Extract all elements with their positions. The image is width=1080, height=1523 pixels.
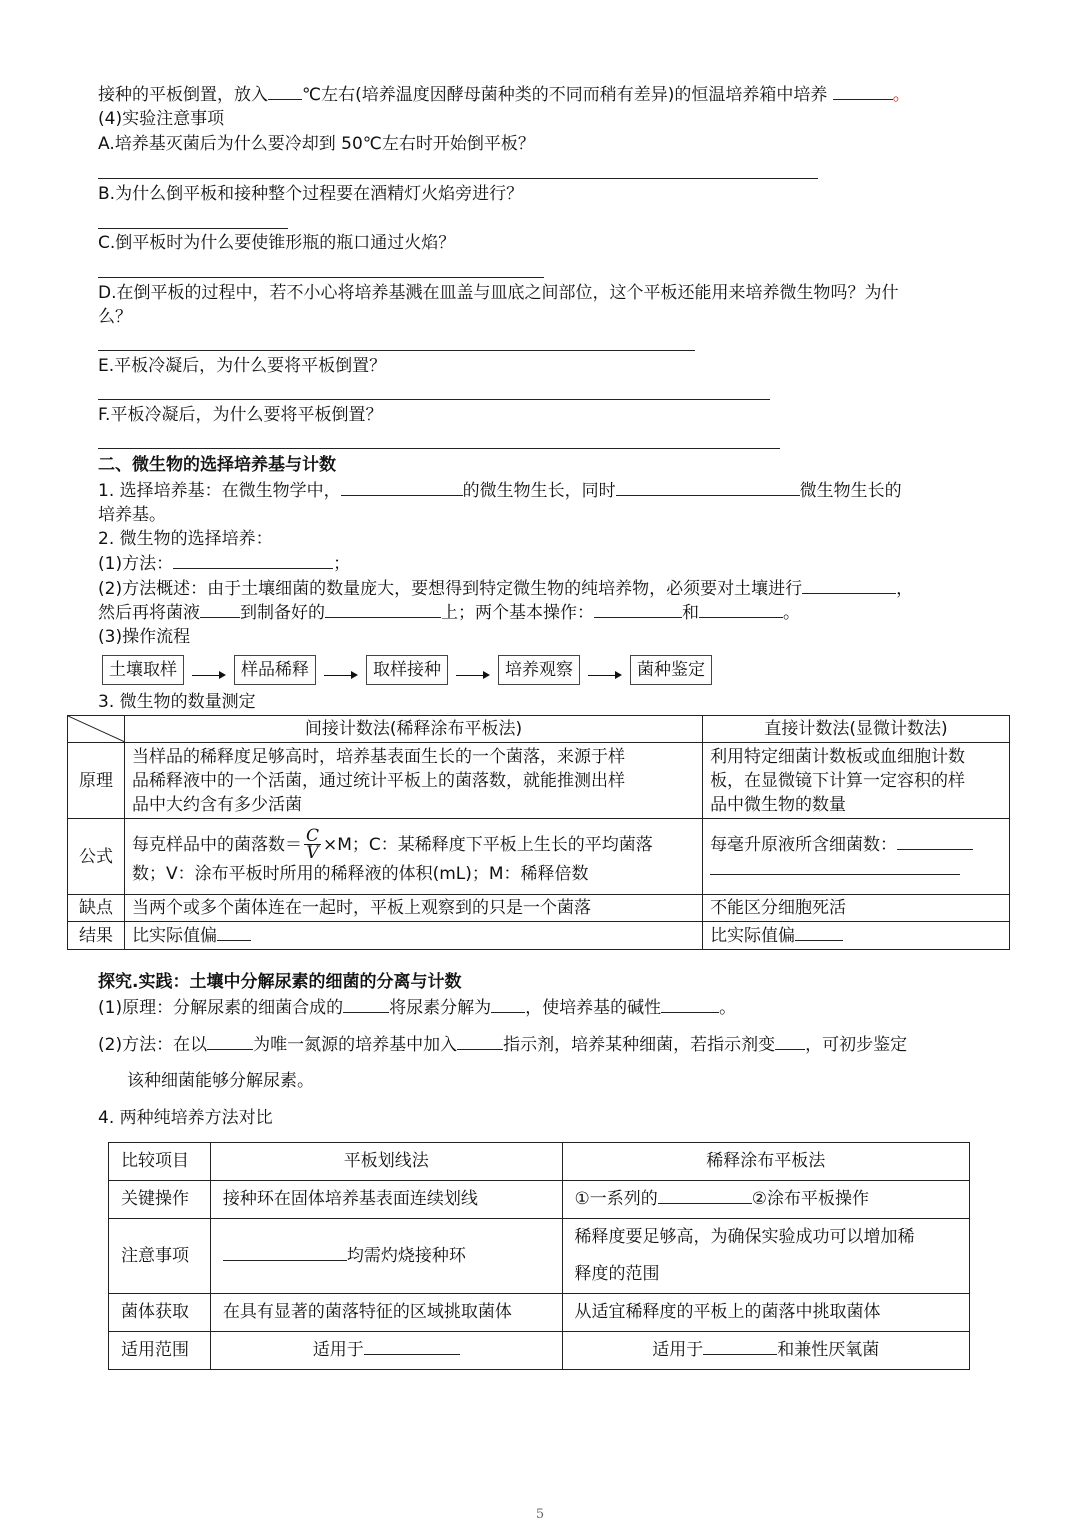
- scope-streak-text: 适用于: [312, 1340, 364, 1360]
- principle-indirect-line3: 品中大约含有多少活菌: [131, 794, 302, 815]
- answer-line-e: [98, 399, 770, 400]
- practice-principle-b: 将尿素分解为: [389, 998, 492, 1018]
- defect-direct: 不能区分细胞死活: [703, 895, 1010, 922]
- practice-method-line-2: 该种细菌能够分解尿素。: [127, 1071, 314, 1091]
- key-operation-streak: 接种环在固体培养基表面连续划线: [210, 1181, 562, 1219]
- practice-method-d: ，可初步鉴定: [805, 1035, 908, 1055]
- table2-header-item: 比较项目: [109, 1143, 211, 1181]
- question-f: F.平板冷凝后，为什么要将平板倒置？: [98, 405, 383, 425]
- overview-blank-1: [802, 576, 896, 594]
- method-overview-line-2: [98, 600, 800, 625]
- overview-text-d: 到制备好的: [240, 603, 325, 623]
- row-label-colony-pick: 菌体获取: [109, 1294, 211, 1332]
- overview-text-e: 上；两个基本操作：: [441, 603, 594, 623]
- key-operation-spread: [562, 1181, 969, 1219]
- procedure-flow: [102, 655, 712, 685]
- temperature-blank: [268, 82, 302, 100]
- principle-indirect: [124, 743, 702, 819]
- procedure-heading: (3)操作流程: [98, 627, 191, 647]
- colony-pick-spread: 从适宜稀释度的平板上的菌落中挑取菌体: [562, 1294, 969, 1332]
- incubation-time-blank: [833, 82, 893, 100]
- table1-header-indirect: 间接计数法(稀释涂布平板法): [124, 716, 702, 743]
- formula-direct-blank-2: [710, 857, 960, 875]
- selective-medium-text-c: 微生物生长的: [799, 481, 902, 501]
- method-overview-line: [98, 576, 913, 601]
- flow-arrow-icon: [192, 669, 226, 683]
- flow-arrow-icon: [588, 669, 622, 683]
- overview-blank-3: [325, 600, 441, 618]
- result-indirect: [124, 922, 702, 950]
- row-label-principle: 原理: [68, 743, 125, 819]
- overview-text-c: 然后再将菌液: [98, 603, 200, 623]
- table2-header-spread: 稀释涂布平板法: [562, 1143, 969, 1181]
- principle-direct-line1: 利用特定细菌计数板或血细胞计数: [710, 746, 966, 767]
- question-a: A.培养基灭菌后为什么要冷却到 50℃左右时开始倒平板？: [98, 134, 535, 154]
- method-blank: [173, 551, 333, 569]
- practice-principle-c: ，使培养基的碱性: [525, 998, 662, 1018]
- row-label-defect: 缺点: [68, 895, 125, 922]
- practice-principle-a: (1)原理：分解尿素的细菌合成的: [98, 998, 344, 1018]
- practice-method-line: [98, 1032, 907, 1057]
- incubation-text-a: 接种的平板倒置，放入: [98, 85, 268, 105]
- scope-spread-a: 适用于: [652, 1340, 704, 1360]
- method-overview-text: (2)方法概述：由于土壤细菌的数量庞大，要想得到特定微生物的纯培养物，必须要对土壤进行: [98, 579, 803, 599]
- practice-blank-2: [491, 995, 525, 1013]
- row-label-scope: 适用范围: [109, 1332, 211, 1370]
- page-number: 5: [535, 1507, 545, 1522]
- flow-arrow-icon: [456, 669, 490, 683]
- key-operation-spread-b: ②涂布平板操作: [751, 1189, 870, 1209]
- flow-step-3: 取样接种: [366, 655, 448, 685]
- incubation-text-b: ℃左右(培养温度因酵母菌种类的不同而稍有差异)的恒温培养箱中培养: [302, 85, 828, 105]
- formula-prefix: 每克样品中的菌落数＝: [131, 834, 302, 855]
- scope-spread-blank: [703, 1337, 777, 1355]
- notes-spread-line1: 稀释度要足够高，为确保实验成功可以增加稀: [574, 1227, 915, 1247]
- result-direct-blank: [795, 923, 843, 941]
- count-heading: 3. 微生物的数量测定: [98, 692, 256, 712]
- formula-fraction: [304, 828, 321, 861]
- table2-header-streak: 平板划线法: [210, 1143, 562, 1181]
- overview-blank-5: [699, 600, 783, 618]
- practice-method-a: (2)方法：在以: [98, 1035, 208, 1055]
- selective-culture-heading: 2. 微生物的选择培养：: [98, 529, 273, 549]
- practice-title-a: 探究.实践: [98, 972, 173, 992]
- principle-direct: [703, 743, 1010, 819]
- method-line: [98, 551, 350, 576]
- row-label-result: 结果: [68, 922, 125, 950]
- formula-line1: [132, 828, 695, 862]
- answer-line-a: [98, 178, 818, 179]
- key-operation-blank: [658, 1186, 752, 1204]
- result-direct-text: 比实际值偏: [710, 926, 796, 946]
- formula-indirect: [124, 819, 702, 895]
- principle-direct-line3: 品中微生物的数量: [710, 794, 847, 815]
- fraction-denominator: V: [306, 843, 319, 863]
- incubation-period: 。: [892, 85, 910, 105]
- scope-streak-blank: [364, 1337, 460, 1355]
- notes-spread-line2: 释度的范围: [574, 1264, 660, 1284]
- pure-culture-comparison-table: [108, 1142, 970, 1370]
- practice-title: [98, 970, 461, 994]
- incubation-line: [98, 82, 910, 107]
- selective-medium-line: [98, 478, 902, 503]
- practice-blank-1: [343, 995, 389, 1013]
- formula-direct-line2: [710, 857, 1002, 882]
- principle-indirect-line2: 品稀释液中的一个活菌，通过统计平板上的菌落数，就能推测出样: [131, 770, 625, 791]
- answer-line-c: [98, 277, 544, 278]
- formula-direct: [703, 819, 1010, 895]
- table1-corner-cell: [68, 716, 125, 743]
- selective-blank-2: [616, 478, 800, 496]
- scope-streak: [210, 1332, 562, 1370]
- answer-line-d: [98, 350, 695, 351]
- practice-principle-d: 。: [719, 998, 737, 1018]
- selective-medium-text-a: 1. 选择培养基：在微生物学中，: [98, 481, 341, 501]
- question-d-line1: D.在倒平板的过程中，若不小心将培养基溅在皿盖与皿底之间部位，这个平板还能用来培养微生物吗？为什: [98, 283, 899, 303]
- table1-header-direct: 直接计数法(显微计数法): [703, 716, 1010, 743]
- notes-streak: [210, 1219, 562, 1294]
- scope-spread-b: 和兼性厌氧菌: [777, 1340, 880, 1360]
- formula-suffix: ×M；C：某稀释度下平板上生长的平均菌落: [322, 834, 653, 855]
- notes-streak-blank: [223, 1243, 347, 1261]
- scope-spread: [562, 1332, 969, 1370]
- overview-blank-4: [594, 600, 682, 618]
- formula-direct-text: 每毫升原液所含细菌数：: [710, 834, 898, 855]
- practice-blank-3: [661, 995, 719, 1013]
- colony-pick-streak: 在具有显著的菌落特征的区域挑取菌体: [210, 1294, 562, 1332]
- row-label-notes: 注意事项: [109, 1219, 211, 1294]
- practice-blank-6: [775, 1032, 805, 1050]
- practice-title-b: ：土壤中分解尿素的细菌的分离与计数: [172, 972, 462, 992]
- overview-period: 。: [783, 603, 800, 623]
- answer-line-f: [98, 448, 780, 449]
- overview-blank-2: [200, 600, 240, 618]
- selective-blank-1: [341, 478, 463, 496]
- notes-streak-text: 均需灼烧接种环: [346, 1245, 466, 1266]
- precautions-heading: (4)实验注意事项: [98, 109, 225, 129]
- row-label-formula: 公式: [68, 819, 125, 895]
- row-label-key-operation: 关键操作: [109, 1181, 211, 1219]
- practice-blank-5: [457, 1032, 503, 1050]
- principle-indirect-line1: 当样品的稀释度足够高时，培养基表面生长的一个菌落，来源于样: [131, 746, 625, 767]
- formula-direct-blank-1: [897, 832, 973, 850]
- result-indirect-blank: [217, 923, 251, 941]
- flow-arrow-icon: [324, 669, 358, 683]
- flow-step-2: 样品稀释: [234, 655, 316, 685]
- answer-line-b: [98, 228, 288, 229]
- practice-blank-4: [207, 1032, 253, 1050]
- practice-method-c: 指示剂，培养某种细菌，若指示剂变: [503, 1035, 776, 1055]
- question-b: B.为什么倒平板和接种整个过程要在酒精灯火焰旁进行？: [98, 184, 524, 204]
- result-direct: [703, 922, 1010, 950]
- section-2-title: 二、微生物的选择培养基与计数: [98, 455, 336, 475]
- defect-indirect: 当两个或多个菌体连在一起时，平板上观察到的只是一个菌落: [124, 895, 702, 922]
- practice-principle-line: [98, 995, 736, 1020]
- overview-comma: ，: [896, 579, 914, 599]
- counting-methods-table: [67, 715, 1010, 950]
- flow-step-1: 土壤取样: [102, 655, 184, 685]
- flow-step-5: 菌种鉴定: [630, 655, 712, 685]
- flow-step-4: 培养观察: [498, 655, 580, 685]
- fraction-numerator: C: [305, 826, 319, 846]
- method-label: (1)方法：: [98, 554, 174, 574]
- overview-text-f: 和: [682, 603, 699, 623]
- comparison-heading: 4. 两种纯培养方法对比: [98, 1108, 273, 1128]
- method-semicolon: ；: [333, 554, 351, 574]
- question-d-line2: 么？: [98, 307, 132, 327]
- diagonal-line: [68, 716, 124, 742]
- question-c: C.倒平板时为什么要使锥形瓶的瓶口通过火焰？: [98, 233, 456, 253]
- selective-medium-text-b: 的微生物生长，同时: [462, 481, 616, 501]
- principle-direct-line2: 板，在显微镜下计算一定容积的样: [710, 770, 966, 791]
- practice-method-b: 为唯一氮源的培养基中加入: [253, 1035, 458, 1055]
- question-e: E.平板冷凝后，为什么要将平板倒置？: [98, 356, 387, 376]
- notes-spread: [562, 1219, 969, 1294]
- key-operation-spread-a: ①一系列的: [574, 1189, 658, 1209]
- selective-medium-line-2: 培养基。: [98, 505, 166, 525]
- result-indirect-text: 比实际值偏: [131, 926, 217, 946]
- formula-line2: 数；V：涂布平板时所用的稀释液的体积(mL)；M：稀释倍数: [131, 863, 589, 884]
- formula-direct-line1: [710, 832, 1002, 857]
